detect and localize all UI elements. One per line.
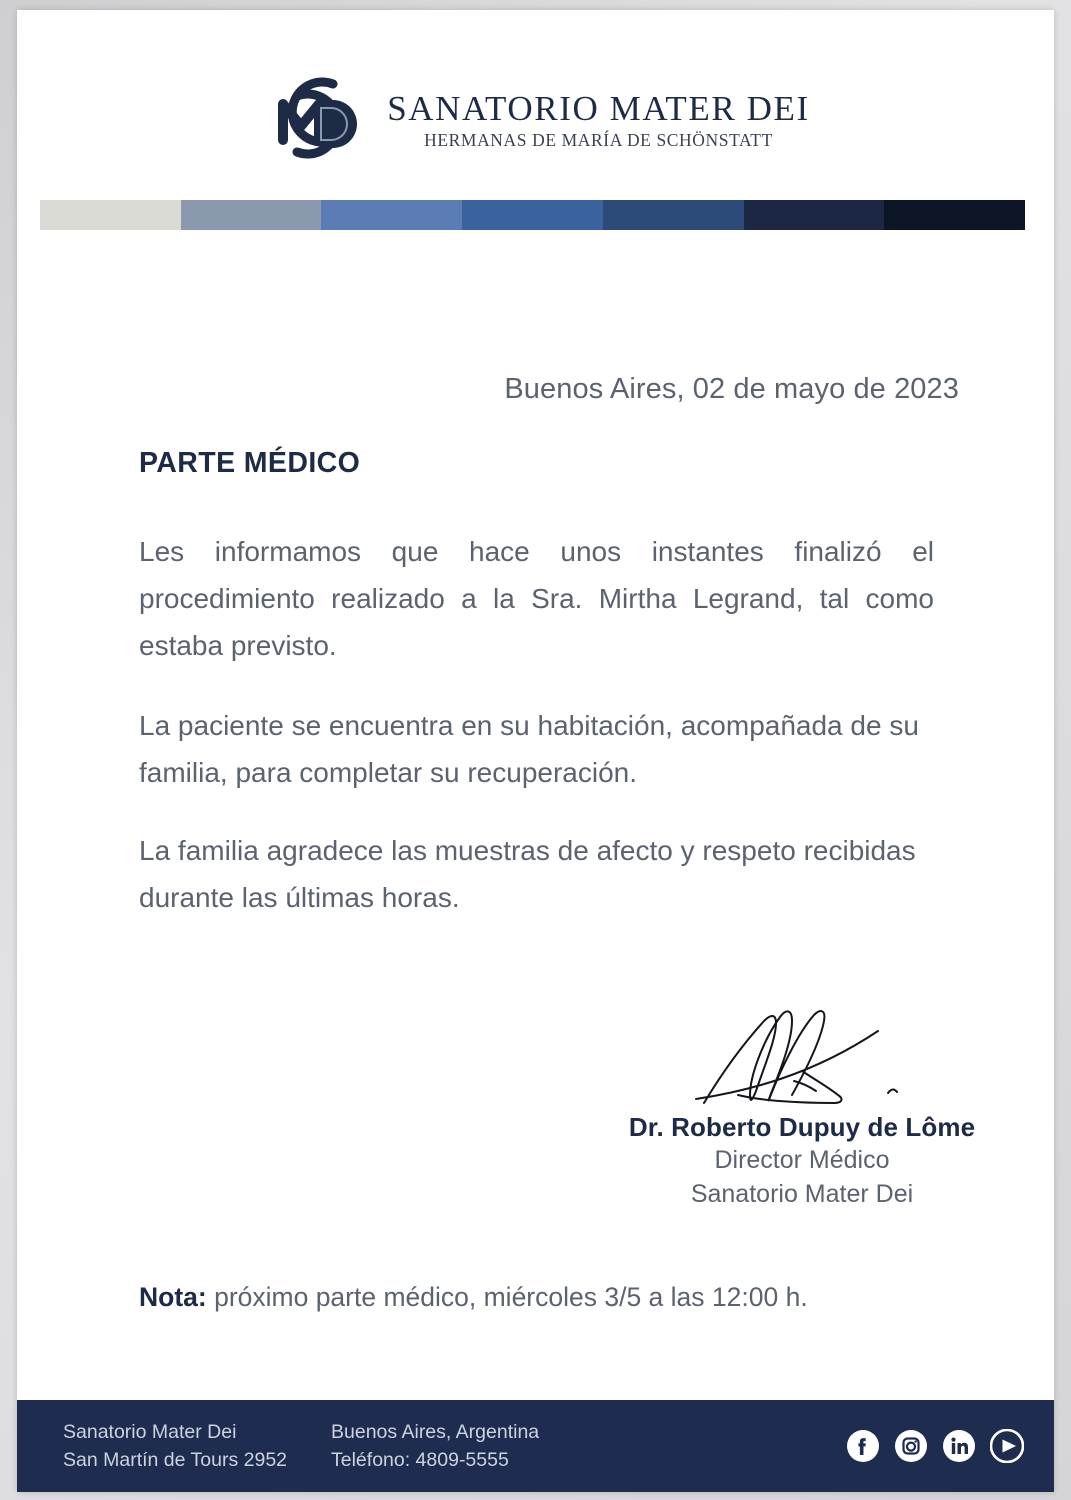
linkedin-icon[interactable] [942,1429,976,1463]
document-page [17,10,1054,1492]
color-bar-segment [744,200,885,230]
note-text: próximo parte médico, miércoles 3/5 a las 12:00 h. [206,1282,808,1312]
note-label: Nota: [139,1282,207,1312]
wordmark [387,86,810,150]
footer-org-name: Sanatorio Mater Dei [63,1421,237,1443]
instagram-icon[interactable] [894,1429,928,1463]
social-links [846,1429,1024,1463]
facebook-icon[interactable] [846,1429,880,1463]
signatory-name: Dr. Roberto Dupuy de Lôme [628,1112,976,1142]
youtube-icon[interactable] [990,1429,1024,1463]
signatory-role: Director Médico [714,1146,890,1174]
color-bar-segment [40,200,181,230]
footer-address-column [63,1418,331,1474]
color-bar-segment [884,200,1025,230]
color-bar-segment [462,200,603,230]
mater-dei-monogram-logo-icon [261,64,369,172]
letterhead-header [17,58,1054,178]
color-bar-segment [321,200,462,230]
paragraph-three: La familia agradece las muestras de afecto y respeto recibidas durante las últimas horas. [139,835,916,913]
footer-contact-column [331,1418,846,1474]
paragraph-two: La paciente se encuentra en su habitación, acompañada de su familia, para completar su recuperación. [139,710,919,788]
footer-street-address: San Martín de Tours 2952 [63,1449,288,1471]
color-bar-segment [181,200,322,230]
page-title: PARTE MÉDICO [139,447,361,479]
date-line: Buenos Aires, 02 de mayo de 2023 [504,373,959,405]
paragraph-one: Les informamos que hace unos instantes finalizó el procedimiento realizado a la Sra. Mirtha Legrand, tal como estaba previsto. [139,536,934,661]
brand-color-bar [40,200,1025,230]
footer-city-country: Buenos Aires, Argentina [331,1421,540,1443]
wordmark-title: SANATORIO MATER DEI [387,88,810,128]
color-bar-segment [603,200,744,230]
note-line [139,1282,808,1313]
signature-block [617,995,987,1211]
footer-phone: Teléfono: 4809-5555 [331,1449,509,1471]
handwritten-signature-icon [652,995,952,1110]
wordmark-subtitle: HERMANAS DE MARÍA DE SCHÖNSTATT [424,129,773,150]
signatory-organization: Sanatorio Mater Dei [690,1180,914,1208]
page-footer [17,1400,1054,1492]
